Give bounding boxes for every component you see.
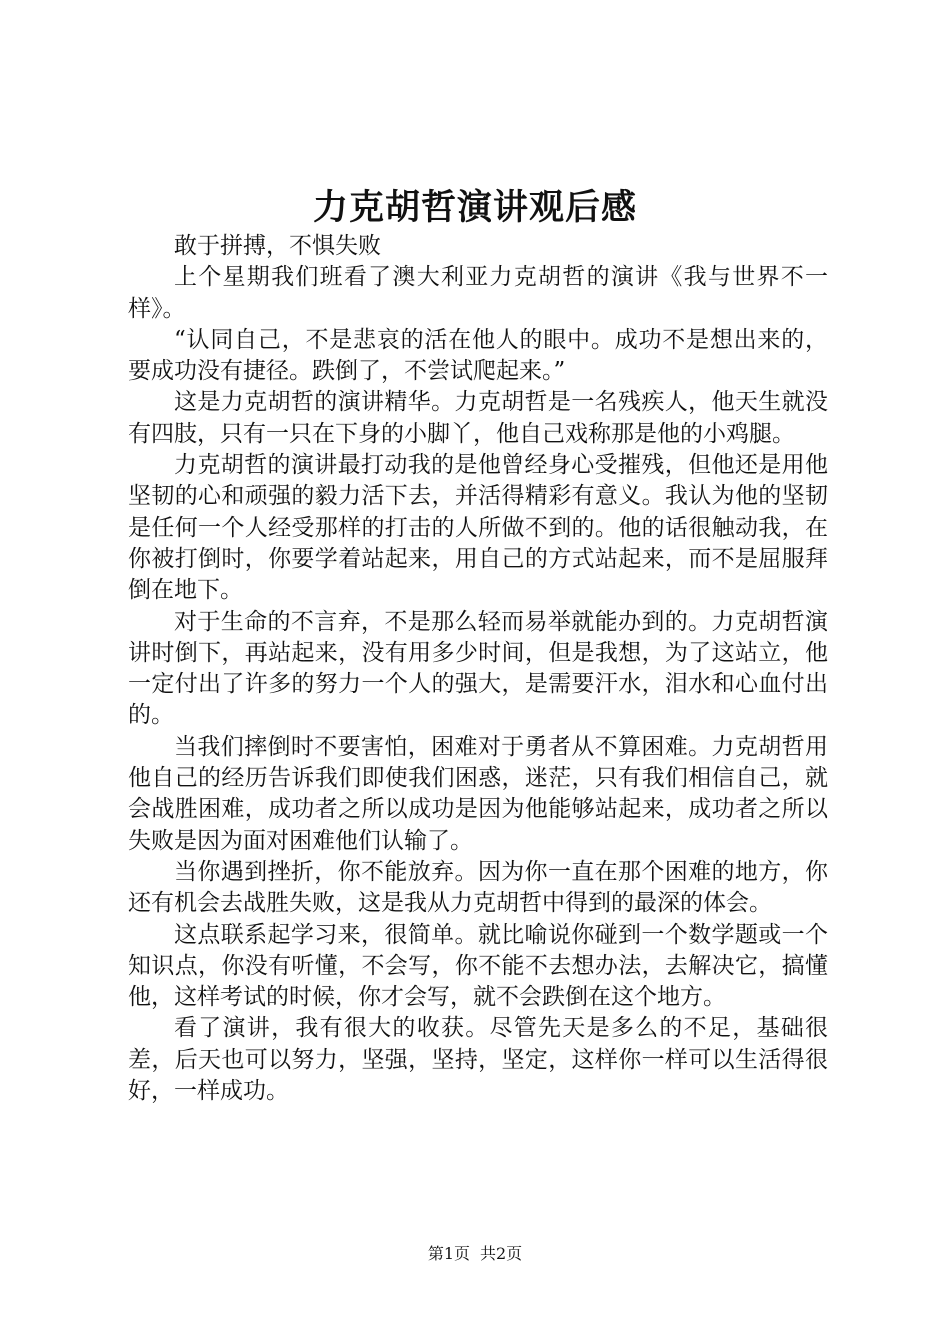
paragraph: 这点联系起学习来，很简单。就比喻说你碰到一个数学题或一个知识点，你没有听懂，不会写，你不能不去想办法，去解决它，搞懂他，这样考试的时候，你才会写，就不会跌倒在这个地方。 xyxy=(128,921,828,1011)
document-body xyxy=(128,231,828,1107)
paragraph: 上个星期我们班看了澳大利亚力克胡哲的演讲《我与世界不一样》。 xyxy=(128,264,828,322)
paragraph-subtitle: 敢于拼搏，不惧失败 xyxy=(174,233,381,259)
paragraph: 力克胡哲的演讲最打动我的是他曾经身心受摧残，但他还是用他坚韧的心和顽强的毅力活下去，并活得精彩有意义。我认为他的坚韧是任何一个人经受那样的打击的人所做不到的。他的话很触动我，在你被打倒时，你要学着站起来，用自己的方式站起来，而不是屈服拜倒在地下。 xyxy=(128,452,828,604)
paragraph: 看了演讲，我有很大的收获。尽管先天是多么的不足，基础很差，后天也可以努力，坚强，坚持，坚定，这样你一样可以生活得很好，一样成功。 xyxy=(128,1015,828,1105)
paragraph: 当你遇到挫折，你不能放弃。因为你一直在那个困难的地方，你还有机会去战胜失败，这是我从力克胡哲中得到的最深的体会。 xyxy=(128,858,828,917)
paragraph: 对于生命的不言弃，不是那么轻而易举就能办到的。力克胡哲演讲时倒下，再站起来，没有用多少时间，但是我想，为了这站立，他一定付出了许多的努力一个人的强大，是需要汗水，泪水和心血付出的。 xyxy=(128,608,828,729)
paragraph: 这是力克胡哲的演讲精华。力克胡哲是一名残疾人，他天生就没有四肢，只有一只在下身的小脚丫，他自己戏称那是他的小鸡腿。 xyxy=(128,389,828,447)
page-footer xyxy=(0,1243,950,1265)
page-number: 第1页 xyxy=(427,1244,470,1263)
page-total: 共2页 xyxy=(480,1244,523,1263)
paragraph: 当我们摔倒时不要害怕，困难对于勇者从不算困难。力克胡哲用他自己的经历告诉我们即使我们困惑，迷茫，只有我们相信自己，就会战胜困难，成功者之所以成功是因为他能够站起来，成功者之所以失败是因为面对困难他们认输了。 xyxy=(128,733,828,854)
document-title: 力克胡哲演讲观后感 xyxy=(312,187,637,228)
paragraph: “认同自己，不是悲哀的活在他人的眼中。成功不是想出来的，要成功没有捷径。跌倒了，不尝试爬起来。” xyxy=(128,326,828,385)
